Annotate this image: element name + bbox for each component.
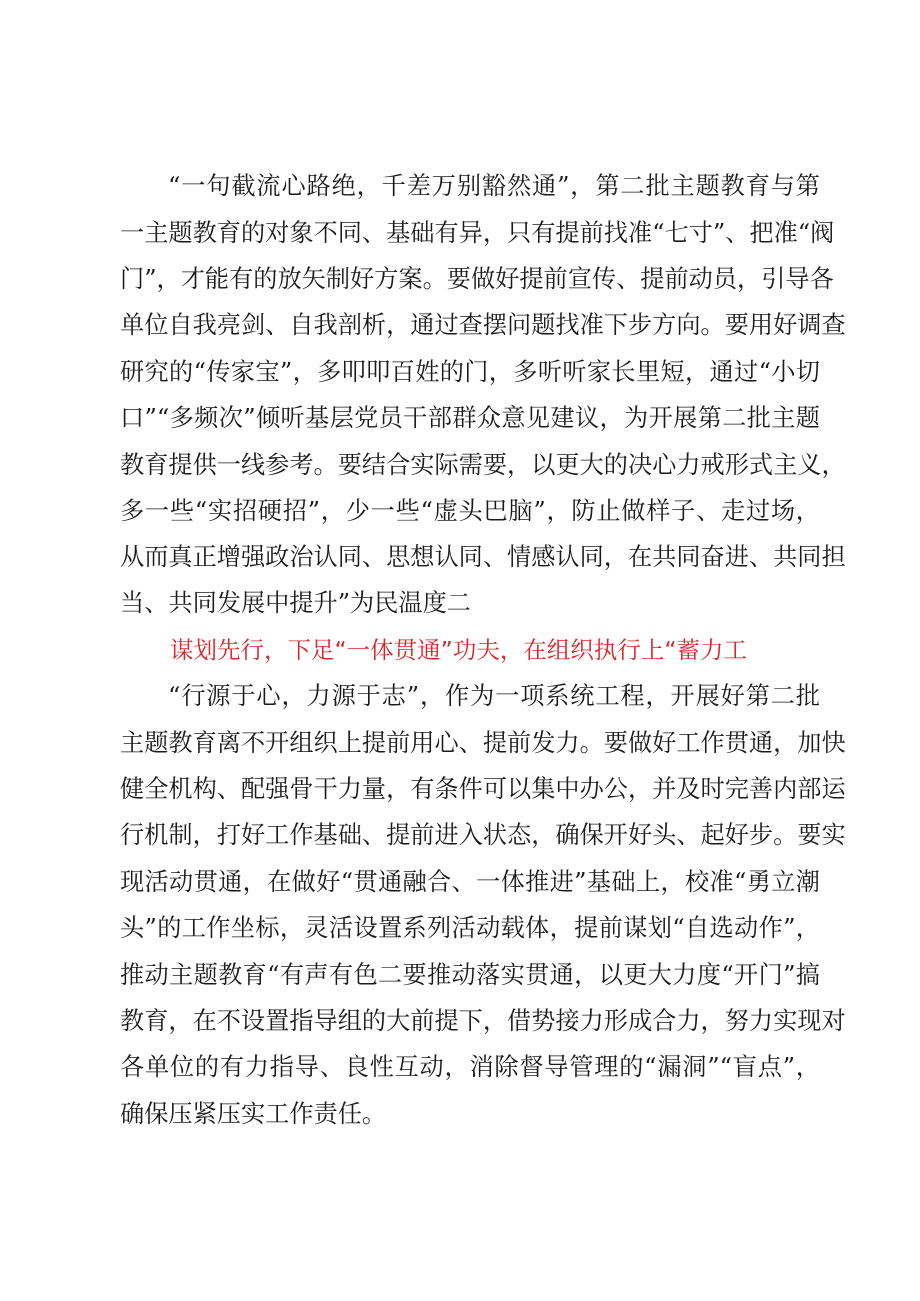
text-line: 多一些“实招硬招”，少一些“虚头巴脑”，防止做样子、走过场， [120, 497, 820, 525]
text-line: 教育提供一线参考。要结合实际需要，以更大的决心力戒形式主义， [120, 451, 846, 479]
text-line: 主题教育离不开组织上提前用心、提前发力。要做好工作贯通，加快 [120, 729, 846, 757]
text-line: “行源于心，力源于志”，作为一项系统工程，开展好第二批 [168, 682, 820, 710]
text-line: 一主题教育的对象不同、基础有异，只有提前找准“七寸”、把准“阀 [120, 219, 835, 247]
text-line: 当、共同发展中提升”为民温度二 [120, 589, 471, 617]
text-line: 口”“多频次”倾听基层党员干部群众意见建议，为开展第二批主题 [120, 404, 820, 432]
text-line: 门”，才能有的放矢制好方案。要做好提前宣传、提前动员，引导各 [120, 265, 834, 293]
text-line: 头”的工作坐标，灵活设置系列活动载体，提前谋划“自选动作”， [120, 914, 820, 942]
text-line: “一句截流心路绝，千差万别豁然通”，第二批主题教育与第 [168, 172, 820, 200]
text-line: 各单位的有力指导、良性互动，消除督导管理的“漏洞”“盲点”， [120, 1053, 820, 1081]
text-line: 推动主题教育“有声有色二要推动落实贯通，以更大力度“开门”搞 [120, 961, 820, 989]
text-line: 确保压紧压实工作责任。 [120, 1100, 387, 1128]
section-heading: 谋划先行，下足“一体贯通”功夫，在组织执行上“蓄力工 [170, 636, 748, 664]
text-line: 教育，在不设置指导组的大前提下，借势接力形成合力，努力实现对 [120, 1007, 846, 1035]
text-line: 从而真正增强政治认同、思想认同、情感认同，在共同奋进、共同担 [120, 543, 846, 571]
text-line: 单位自我亮剑、自我剖析，通过查摆问题找准下步方向。要用好调查 [120, 311, 846, 339]
text-line: 现活动贯通，在做好“贯通融合、一体推进”基础上，校准“勇立潮 [120, 868, 820, 896]
text-line: 行机制，打好工作基础、提前进入状态，确保开好头、起好步。要实 [120, 821, 846, 849]
text-line: 研究的“传家宝”，多叩叩百姓的门，多听听家长里短，通过“小切 [120, 358, 820, 386]
text-line: 健全机构、配强骨干力量，有条件可以集中办公，并及时完善内部运 [120, 775, 846, 803]
